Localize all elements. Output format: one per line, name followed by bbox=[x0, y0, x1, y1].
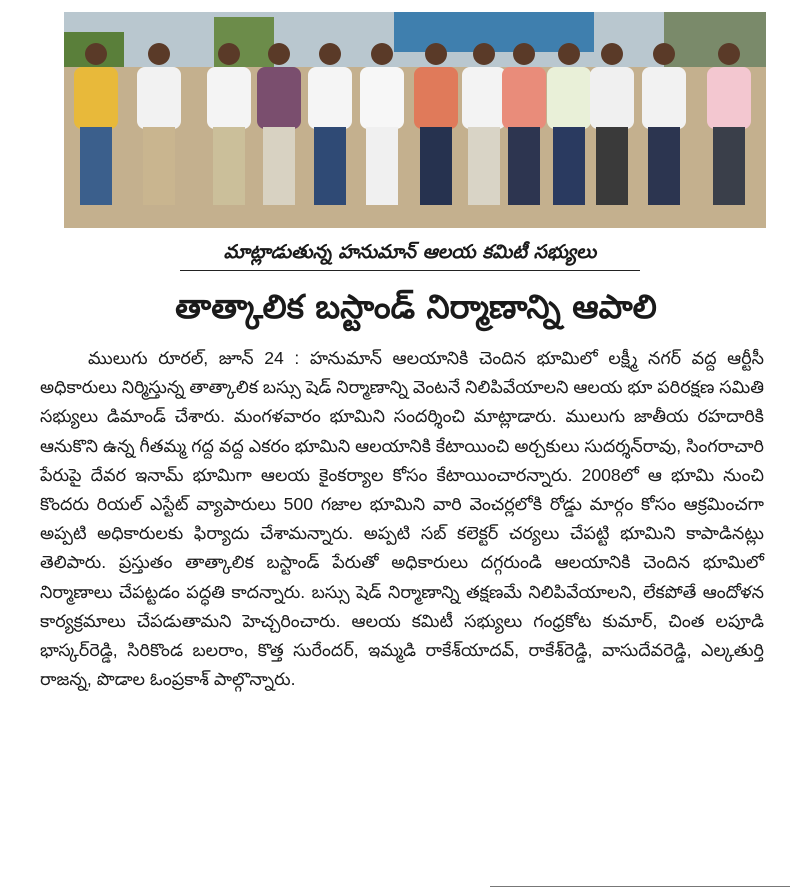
divider bbox=[490, 886, 790, 887]
news-photo bbox=[64, 12, 766, 228]
article-body bbox=[40, 344, 764, 694]
article-paragraph: ములుగు రూరల్, జూన్ 24 : హనుమాన్ ఆలయానికి చెందిన భూమిలో లక్ష్మీ నగర్ వద్ద ఆర్టీసీ అధికారులు నిర్మిస్తున్న తాత్కాలిక బస్సు షెడ్ నిర్మాణాన్ని వెంటనే నిలిపివేయాలని ఆలయ భూ పరిరక్షణ సమితి సభ్యులు డిమాండ్ చేశారు. మంగళవారం భూమిని సందర్శించి మాట్లాడారు. ములుగు జాతీయ రహదారికి ఆనుకొని ఉన్న గీతమ్మ గద్ద వద్ద ఎకరం భూమిని ఆలయానికి కేటాయించి అర్చకులు సుదర్శన్‌రావు, సింగరాచారి పేరుపై దేవర ఇనామ్ భూమిగా ఆలయ కైంకర్యాల కోసం కేటాయించారన్నారు. 2008లో ఆ భూమి నుంచి కొందరు రియల్ ఎస్టేట్ వ్యాపారులు 500 గజాల భూమిని వారి వెంచర్లలోకి రోడ్డు మార్గం కోసం ఆక్రమించగా అప్పటి అధికారులకు ఫిర్యాదు చేశామన్నారు. అప్పటి సబ్ కలెక్టర్ చర్యలు చేపట్టి భూమిని కాపాడినట్లు తెలిపారు. ప్రస్తుతం తాత్కాలిక బస్టాండ్ పేరుతో అధికారులు దగ్గరుండి ఆలయానికి చెందిన భూమిలో నిర్మాణాలు చేపట్టడం పద్ధతి కాదన్నారు. బస్సు షెడ్ నిర్మాణాన్ని తక్షణమే నిలిపివేయాలని, లేకపోతే ఆందోళన కార్యక్రమాలు చేపడుతామని హెచ్చరించారు. ఆలయ కమిటీ సభ్యులు గంధ్రకోట కుమార్, చింత లపూడి భాస్కర్‌రెడ్డి, సిరికొండ బలరాం, కొత్త సురేందర్, ఇమ్మడి రాకేశ్‌యాదవ్, రాకేశ్‌రెడ్డి, వాసుదేవరెడ్డి, ఎల్కతుర్తి రాజన్న, పొడాల ఓంప్రకాశ్ పాల్గొన్నారు. bbox=[40, 348, 764, 690]
group-photo-icon bbox=[64, 12, 766, 228]
photo-caption: మాట్లాడుతున్న హనుమాన్ ఆలయ కమిటీ సభ్యులు bbox=[180, 234, 640, 271]
headline: తాత్కాలిక బస్టాండ్ నిర్మాణాన్ని ఆపాలి bbox=[175, 287, 657, 326]
